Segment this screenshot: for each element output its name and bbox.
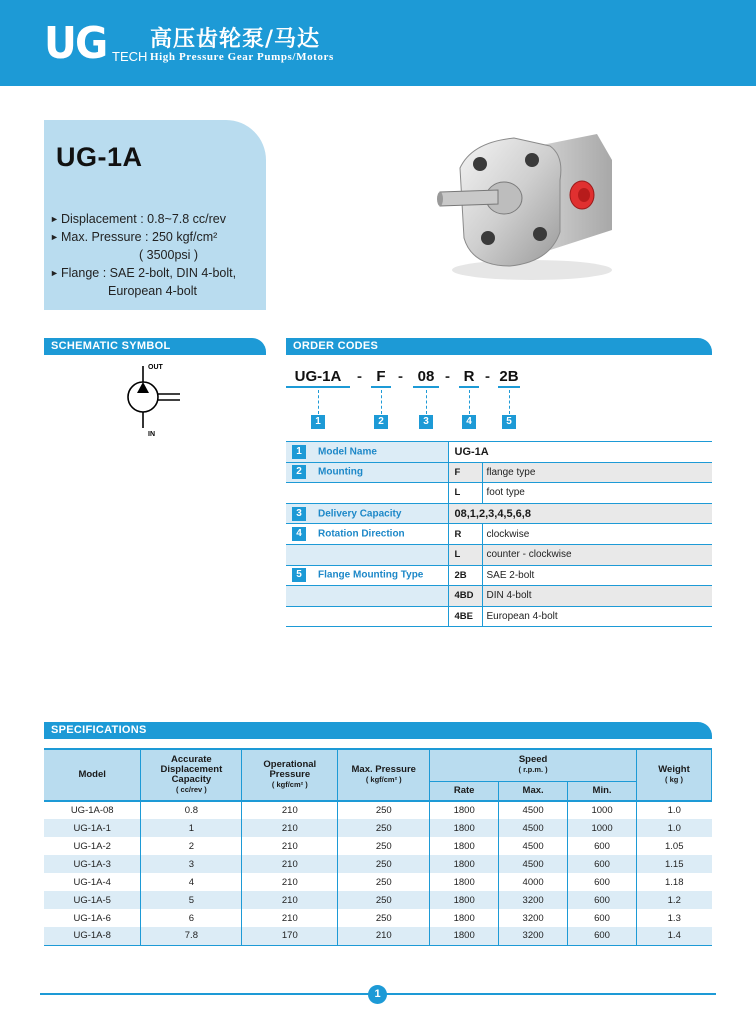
pump-schematic-symbol	[120, 360, 200, 440]
table-cell: 4500	[499, 801, 568, 819]
table-cell: 1.2	[637, 891, 712, 909]
model-title: UG-1A	[56, 142, 143, 172]
table-cell: 250	[338, 819, 430, 837]
order-code-number: 3	[419, 415, 433, 429]
header-speed: Speed ( r.p.m. )	[430, 749, 637, 781]
table-cell: 4000	[499, 873, 568, 891]
table-cell: 3200	[499, 891, 568, 909]
order-code-connector	[318, 390, 319, 414]
table-row	[286, 503, 712, 524]
page-header	[0, 0, 756, 86]
row-description: counter - clockwise	[482, 544, 712, 565]
table-cell: 1800	[430, 909, 499, 927]
feature-pressure-psi: ( 3500psi )	[139, 248, 199, 262]
table-cell: UG-1A-2	[73, 840, 111, 852]
table-cell: 250	[338, 891, 430, 909]
table-cell: 1.18	[637, 873, 712, 891]
table-row	[44, 801, 712, 819]
order-code-dash: -	[398, 368, 403, 385]
order-codes-section-title: ORDER CODES	[286, 338, 712, 355]
order-code-segment-flange: 2B	[498, 366, 520, 388]
row-code: L	[448, 544, 482, 565]
table-cell: 250	[338, 873, 430, 891]
row-label	[286, 586, 448, 607]
table-cell: UG-1A-1	[44, 819, 141, 837]
table-row	[286, 462, 712, 483]
table-cell: 1800	[430, 855, 499, 873]
specifications-table	[44, 748, 712, 946]
table-cell: 210	[338, 927, 430, 945]
table-row	[44, 873, 712, 891]
table-cell: 1800	[430, 819, 499, 837]
table-cell: 1.4	[637, 927, 712, 945]
feature-displacement: Displacement : 0.8~7.8 cc/rev	[61, 212, 227, 226]
table-cell: 210	[242, 891, 338, 909]
table-cell: 600	[568, 873, 637, 891]
row-code: 4BD	[448, 586, 482, 607]
header-speed-min: Min.	[568, 781, 637, 801]
table-cell: 600	[568, 837, 637, 855]
schematic-in-label: IN	[148, 431, 155, 438]
table-row	[44, 837, 712, 855]
order-code-segment-capacity: 08	[413, 366, 439, 388]
table-cell: UG-1A-8	[44, 927, 141, 945]
table-cell: 3200	[499, 927, 568, 945]
table-row	[286, 442, 712, 463]
table-row	[286, 565, 712, 586]
table-cell: 4500	[499, 855, 568, 873]
table-cell: 1800	[430, 837, 499, 855]
table-cell: 210	[242, 855, 338, 873]
header-title-en: High Pressure Gear Pumps/Motors	[150, 51, 334, 63]
row-label	[286, 544, 448, 565]
table-cell: UG-1A-6	[73, 912, 111, 924]
order-code-number: 5	[502, 415, 516, 429]
table-cell: 0.8	[141, 801, 242, 819]
order-code-connector	[469, 390, 470, 414]
order-code-dash: -	[485, 368, 490, 385]
row-description: European 4-bolt	[482, 606, 712, 627]
row-description: SAE 2-bolt	[482, 565, 712, 586]
table-cell: 7.8	[141, 927, 242, 945]
feature-flange: Flange : SAE 2-bolt, DIN 4-bolt,	[61, 266, 237, 280]
table-cell: 4	[141, 873, 242, 891]
table-cell: 1000	[568, 801, 637, 819]
table-cell: UG-1A-3	[44, 855, 141, 873]
table-cell: 1.0	[637, 819, 712, 837]
order-code-segment-rotation: R	[459, 366, 479, 388]
header-speed-max: Max.	[499, 781, 568, 801]
row-code: L	[448, 483, 482, 504]
order-code-dash: -	[445, 368, 450, 385]
table-cell: 3	[141, 855, 242, 873]
row-code: R	[448, 524, 482, 545]
header-speed-rate: Rate	[430, 781, 499, 801]
table-cell: 1	[141, 819, 242, 837]
feature-flange-2: European 4-bolt	[108, 284, 197, 298]
table-cell: 1800	[430, 801, 499, 819]
table-cell: 1.0	[637, 801, 712, 819]
order-code-number: 4	[462, 415, 476, 429]
order-code-number: 2	[374, 415, 388, 429]
header-displacement: Accurate Displacement Capacity ( cc/rev )	[141, 749, 242, 801]
table-row	[44, 891, 712, 909]
table-cell: 210	[242, 819, 338, 837]
table-row	[44, 927, 712, 945]
bullet-icon: ►	[50, 268, 59, 278]
table-cell: UG-1A-08	[70, 805, 114, 816]
table-cell: 1.3	[637, 909, 712, 927]
table-cell: 1800	[430, 873, 499, 891]
logo: UG	[44, 18, 107, 69]
table-row	[286, 544, 712, 565]
row-description: foot type	[482, 483, 712, 504]
table-cell: 4500	[499, 819, 568, 837]
row-label	[286, 483, 448, 504]
table-cell: 1.05	[637, 837, 712, 855]
order-code-connector	[426, 390, 427, 414]
table-row	[286, 606, 712, 627]
table-cell: UG-1A-5	[44, 891, 141, 909]
table-cell: 600	[568, 855, 637, 873]
table-cell: 1.15	[637, 855, 712, 873]
table-cell: 5	[141, 891, 242, 909]
row-code: F	[448, 462, 482, 483]
table-cell: 1000	[568, 819, 637, 837]
table-cell: 210	[242, 909, 338, 927]
row-code: 08,1,2,3,4,5,6,8	[448, 503, 712, 524]
order-code-connector	[509, 390, 510, 414]
header-max-pressure: Max. Pressure ( kgf/cm² )	[338, 749, 430, 801]
table-row	[44, 909, 712, 927]
schematic-out-label: OUT	[148, 364, 163, 371]
bullet-icon: ►	[50, 232, 59, 242]
header-operational-pressure: Operational Pressure ( kgf/cm² )	[242, 749, 338, 801]
table-cell: 170	[242, 927, 338, 945]
row-label: Rotation Direction	[318, 528, 405, 540]
row-description: clockwise	[482, 524, 712, 545]
table-cell: 1800	[430, 891, 499, 909]
table-cell: 210	[242, 873, 338, 891]
feature-list	[50, 210, 236, 300]
table-cell: UG-1A-4	[73, 876, 111, 888]
order-code-number: 1	[311, 415, 325, 429]
row-label	[286, 606, 448, 627]
row-code: 4BE	[448, 606, 482, 627]
table-row	[44, 855, 712, 873]
order-code-connector	[381, 390, 382, 414]
header-weight: Weight ( kg )	[637, 749, 712, 801]
table-cell: 210	[242, 801, 338, 819]
table-row	[286, 483, 712, 504]
pump-product-image	[432, 120, 632, 290]
table-cell: 6	[141, 909, 242, 927]
table-cell: 4500	[499, 837, 568, 855]
row-number-badge: 2	[292, 465, 306, 479]
table-cell: 250	[338, 837, 430, 855]
row-number-badge: 1	[292, 445, 306, 459]
table-cell: 600	[568, 891, 637, 909]
table-cell: 210	[242, 837, 338, 855]
header-model: Model	[44, 749, 141, 801]
row-label: Delivery Capacity	[318, 508, 402, 520]
row-number-badge: 4	[292, 527, 306, 541]
table-cell: 600	[568, 927, 637, 945]
logo-suffix: TECH	[112, 49, 148, 64]
row-label: Model Name	[318, 446, 377, 458]
table-cell: 250	[338, 909, 430, 927]
bullet-icon: ►	[50, 214, 59, 224]
row-description: flange type	[482, 462, 712, 483]
table-row	[286, 586, 712, 607]
table-row	[286, 524, 712, 545]
order-code-segment-model: UG-1A	[286, 366, 350, 388]
table-cell: 1800	[430, 927, 499, 945]
order-code-dash: -	[357, 368, 362, 385]
table-cell: 2	[141, 837, 242, 855]
row-label: Flange Mounting Type	[318, 570, 424, 581]
spec-header-row	[44, 749, 712, 781]
row-code: 2B	[448, 565, 482, 586]
feature-pressure: Max. Pressure : 250 kgf/cm²	[61, 230, 218, 244]
table-cell: 250	[338, 801, 430, 819]
row-description: DIN 4-bolt	[482, 586, 712, 607]
row-label: Mounting	[318, 467, 363, 479]
table-cell: 3200	[499, 909, 568, 927]
model-info-box	[44, 120, 266, 310]
table-cell: 250	[338, 855, 430, 873]
schematic-section-title: SCHEMATIC SYMBOL	[44, 338, 266, 355]
table-row	[44, 819, 712, 837]
row-number-badge: 3	[292, 507, 306, 521]
table-cell: 600	[568, 909, 637, 927]
row-number-badge: 5	[292, 568, 306, 582]
page-number: 1	[368, 985, 387, 1004]
specifications-section-title: SPECIFICATIONS	[44, 722, 712, 739]
header-title-cn: 高压齿轮泵/马达	[150, 27, 321, 52]
order-code-segment-mounting: F	[371, 366, 391, 388]
row-code: UG-1A	[448, 442, 712, 463]
order-codes-table	[286, 441, 712, 627]
